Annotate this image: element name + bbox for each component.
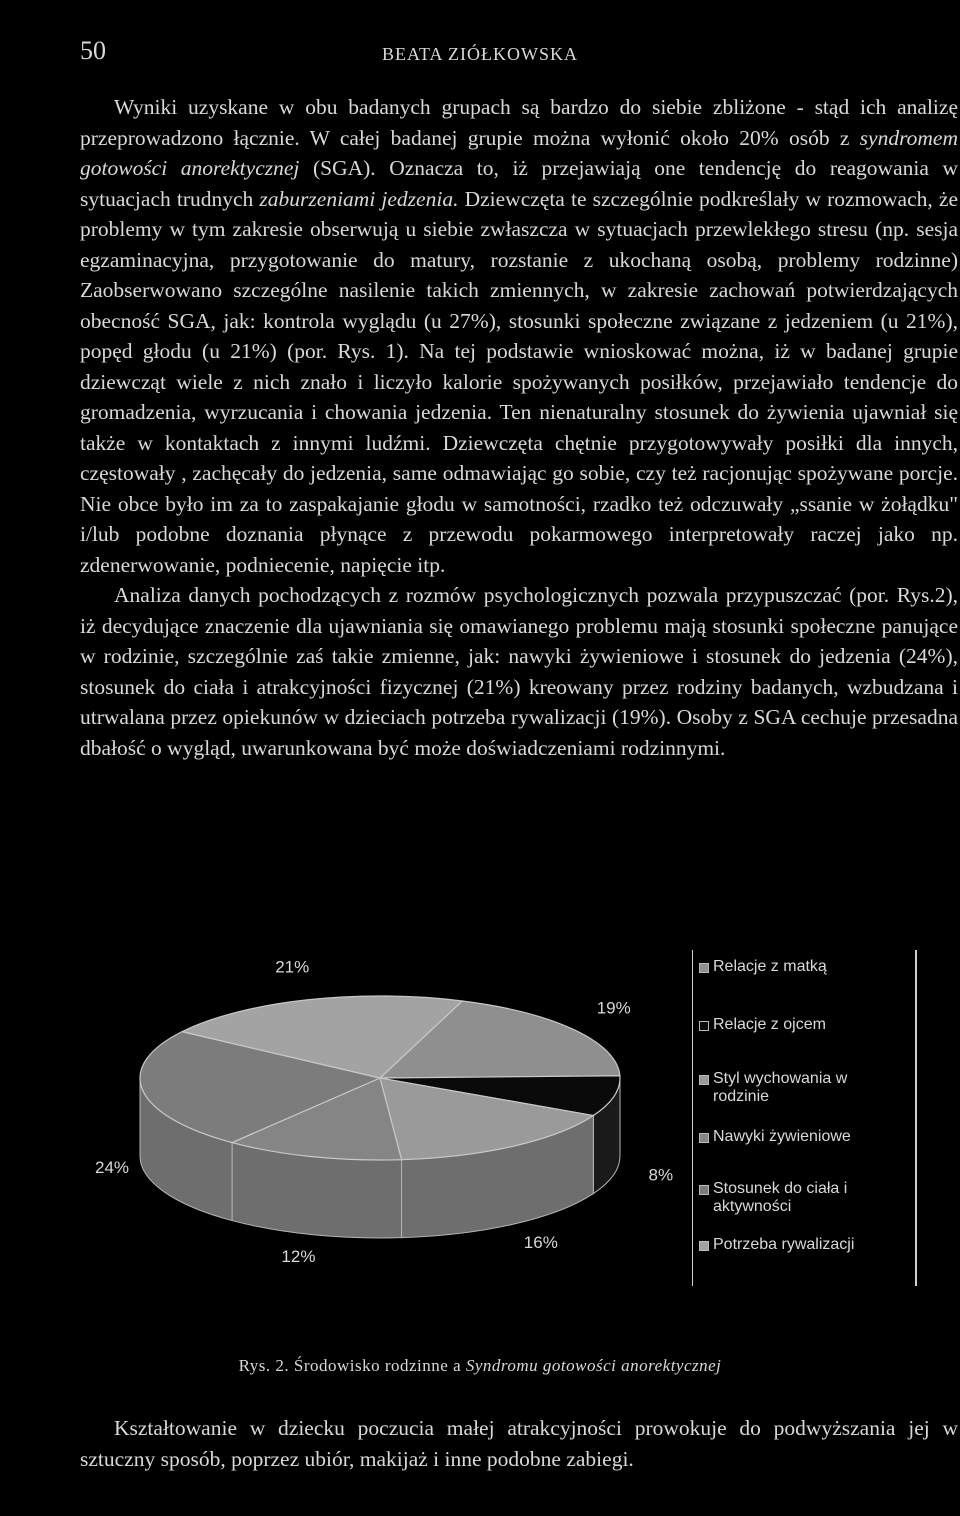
pie-label-1: 19%: [596, 998, 631, 1018]
p1-text-c: Dziewczęta te szczególnie podkreślały w rozmowach, że problemy w tym zakresie obserwują u siebie zwłaszcza w sytuacjach przewlekłego stresu (np. sesja egzaminacyjna, przygotowanie do matury, rozstanie z ukochaną osobą, problemy rodzinne) Zaobserwowano szczególne nasilenie takich zmiennych, w zakresie zachowań potwierdzających obecność SGA, jak: kontrola wyglądu (u 27%), stosunki społeczne związane z jedzeniem (u 21%), popęd głodu (u 21%) (por. Rys. 1). Na tej podstawie wnioskować można, iż w badanej grupie dziewcząt wiele z nich znało i liczyło kalorie spożywanych posiłków, przejawiało tendencje do gromadzenia, wyrzucania i chowania jedzenia. Ten nienaturalny stosunek do żywienia ujawniał się także w kontaktach z innymi ludźmi. Dziewczęta chętnie przygotowywały posiłki dla innych, częstowały , zachęcały do jedzenia, same odmawiając go sobie, czy też racjonując spożywane porcje. Nie obce było im za to zaspakajanie głodu w samotności, rzadko też odczuwały „ssanie w żołądku" i/lub podobne doznania płynące z przewodu pokarmowego interpretowały raczej jako np. zdenerwowanie, podniecenie, napięcie itp.: [80, 186, 958, 577]
p1-emphasis-2: zaburzeniami jedzenia.: [259, 186, 459, 211]
pie-label-2: 8%: [648, 1165, 674, 1185]
paragraph-1: [80, 92, 958, 580]
caption-emphasis: Syndromu gotowości anorektycznej: [465, 1356, 722, 1375]
legend-item-5: [699, 1180, 905, 1216]
legend-item-6: [699, 1236, 905, 1254]
pie-label-4: 12%: [281, 1247, 316, 1267]
legend-item-2: [699, 1016, 905, 1034]
legend-swatch-5: [699, 1185, 709, 1195]
legend-item-4: [699, 1128, 905, 1146]
figure-caption: [0, 1356, 960, 1376]
legend-swatch-3: [699, 1075, 709, 1085]
p1-text-a: Wyniki uzyskane w obu badanych grupach są bardzo do siebie zbliżone - stąd ich analizę przeprowadzono łącznie. W całej badanej grupie można wyłonić około 20% osób z: [80, 95, 958, 150]
tail-text: [80, 1413, 958, 1474]
p1-text-b: (SGA). Oznacza to, iż przejawiają one tendencję do reagowania w sytuacjach trudnych: [80, 156, 958, 211]
legend-label-3: Styl wychowania w rodzinie: [713, 1070, 848, 1105]
legend-label-2: Relacje z ojcem: [713, 1016, 826, 1033]
pie-label-6: 21%: [275, 957, 310, 977]
legend-swatch-1: [699, 963, 709, 973]
legend-label-6: Potrzeba rywalizacji: [713, 1236, 855, 1253]
legend-label-5: Stosunek do ciała i aktywności: [713, 1180, 848, 1215]
page-number: 50: [80, 36, 106, 65]
legend-swatch-4: [699, 1133, 709, 1143]
legend-item-3: [699, 1070, 905, 1106]
legend-item-1: [699, 958, 905, 976]
p1-emphasis-1: syndromem gotowości anorektycznej: [80, 125, 958, 180]
legend-label-4: Nawyki żywieniowe: [713, 1128, 851, 1145]
legend-swatch-2: [699, 1021, 709, 1031]
pie-label-5: 24%: [94, 1157, 130, 1177]
pie-label-3: 16%: [523, 1232, 558, 1252]
pie-chart: [94, 950, 960, 1280]
pie-chart-svg: [94, 950, 690, 1280]
legend-label-1: Relacje z matką: [713, 958, 827, 975]
paragraph-2: Analiza danych pochodzących z rozmów psychologicznych pozwala przypuszczać (por. Rys.2), iż decydujące znaczenie dla ujawniania się omawianego problemu mają stosunki społeczne panujące w rodzinie, szczególnie zaś takie zmienne, jak: nawyki żywieniowe i stosunek do jedzenia (24%), stosunek do ciała i atrakcyjności fizycznej (21%) kreowany przez rodziny badanych, wzbudzana i utrwalana przez opiekunów w dzieciach potrzeba rywalizacji (19%). Osoby z SGA cechuje przesadna dbałość o wygląd, uwarunkowana być może doświadczeniami rodzinnymi.: [80, 583, 958, 760]
paragraph-3: Kształtowanie w dziecku poczucia małej atrakcyjności prowokuje do podwyższania jej w sztuczny sposób, poprzez ubiór, makijaż i inne podobne zabiegi.: [80, 1416, 958, 1471]
chart-legend: [692, 950, 917, 1286]
legend-swatch-6: [699, 1241, 709, 1251]
running-head: BEATA ZIÓŁKOWSKA: [381, 44, 579, 64]
caption-prefix: Rys. 2. Środowisko rodzinne a: [238, 1356, 466, 1375]
body-text: [80, 92, 958, 763]
